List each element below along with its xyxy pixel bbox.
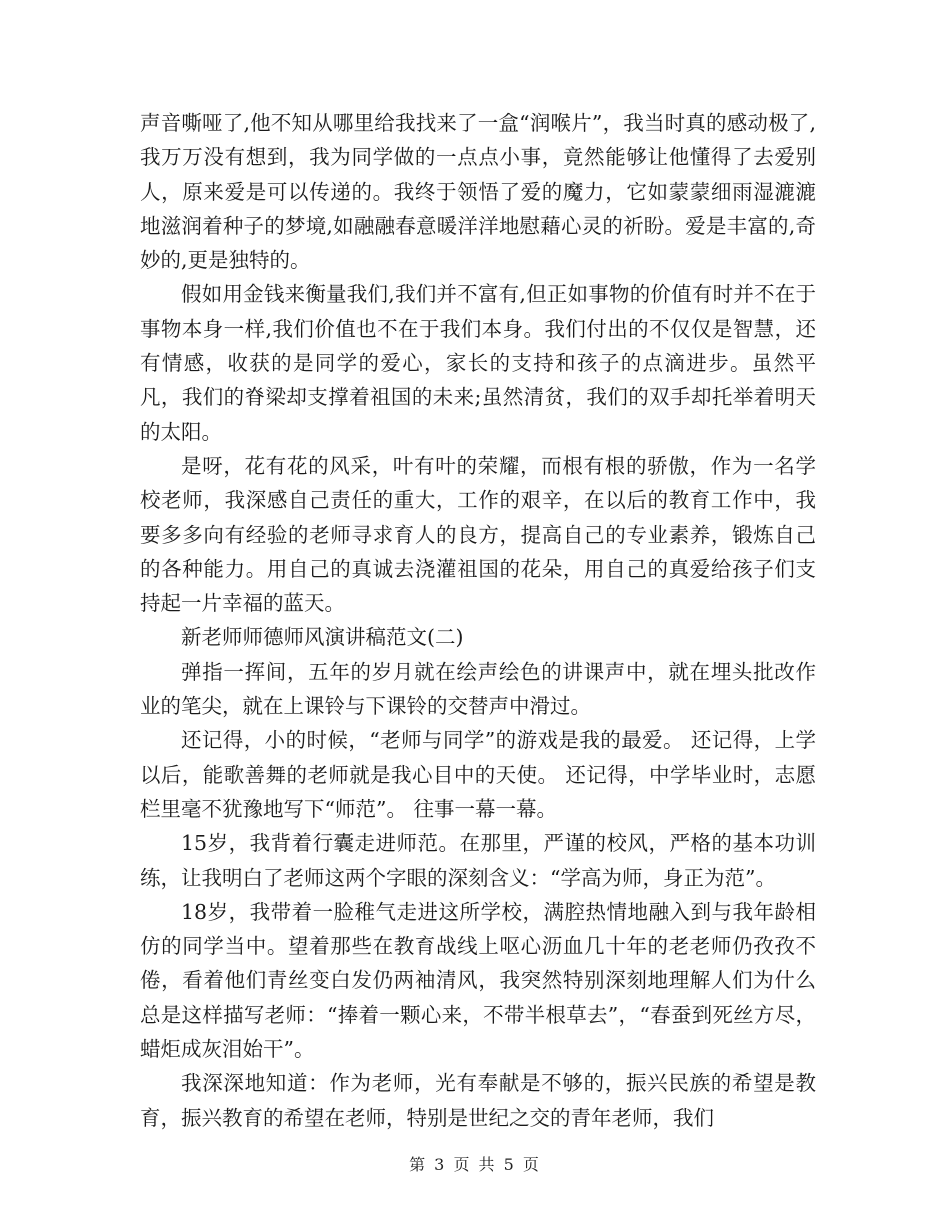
paragraph: 我深深地知道：作为老师，光有奉献是不够的，振兴民族的希望是教育，振兴教育的希望在老师，特别是世纪之交的青年老师，我们 (140, 1071, 816, 1130)
paragraph-continued: 声音嘶哑了,他不知从哪里给我找来了一盒“润喉片”，我当时真的感动极了,我万万没有想到，我为同学做的一点点小事，竟然能够让他懂得了去爱别人，原来爱是可以传递的。我终于领悟了爱的魔力，它如蒙蒙细雨湿漉漉地滋润着种子的梦境,如融融春意暖洋洋地慰藉心灵的祈盼。爱是丰富的,奇妙的,更是独特的。 (140, 111, 816, 273)
paragraph: 18岁，我带着一脸稚气走进这所学校，满腔热情地融入到与我年龄相仿的同学当中。望着那些在教育战线上呕心沥血几十年的老老师仍孜孜不倦，看着他们青丝变白发仍两袖清风，我突然特别深刻地理解人们为什么总是这样描写老师：“捧着一颗心来，不带半根草去”，“春蚕到死丝方尽，蜡炬成灰泪始干”。 (140, 899, 816, 1062)
document-body (140, 106, 816, 1135)
paragraph: 还记得，小的时候，“老师与同学”的游戏是我的最爱。 还记得，上学以后，能歌善舞的老师就是我心目中的天使。 还记得，中学毕业时，志愿栏里毫不犹豫地写下“师范”。 往事一幕一幕。 (140, 728, 816, 821)
section-heading: 新老师师德师风演讲稿范文(二) (181, 625, 464, 650)
page-number-footer: 第 3 页 共 5 页 (409, 1155, 541, 1174)
paragraph: 假如用金钱来衡量我们,我们并不富有,但正如事物的价值有时并不在于事物本身一样,我们价值也不在于我们本身。我们付出的不仅仅是智慧，还有情感，收获的是同学的爱心，家长的支持和孩子的点滴进步。虽然平凡，我们的脊梁却支撑着祖国的未来;虽然清贫，我们的双手却托举着明天的太阳。 (140, 282, 816, 444)
paragraph: 弹指一挥间，五年的岁月就在绘声绘色的讲课声中，就在埋头批改作业的笔尖，就在上课铃与下课铃的交替声中滑过。 (140, 659, 816, 719)
paragraph: 是呀，花有花的风采，叶有叶的荣耀，而根有根的骄傲，作为一名学校老师，我深感自己责任的重大，工作的艰辛，在以后的教育工作中，我要多多向有经验的老师寻求育人的良方，提高自己的专业素养，锻炼自己的各种能力。用自己的真诚去浇灌祖国的花朵，用自己的真爱给孩子们支持起一片幸福的蓝天。 (140, 453, 816, 616)
paragraph: 15岁，我背着行囊走进师范。在那里，严谨的校风，严格的基本功训练，让我明白了老师这两个字眼的深刻含义：“学高为师，身正为范”。 (140, 831, 816, 890)
